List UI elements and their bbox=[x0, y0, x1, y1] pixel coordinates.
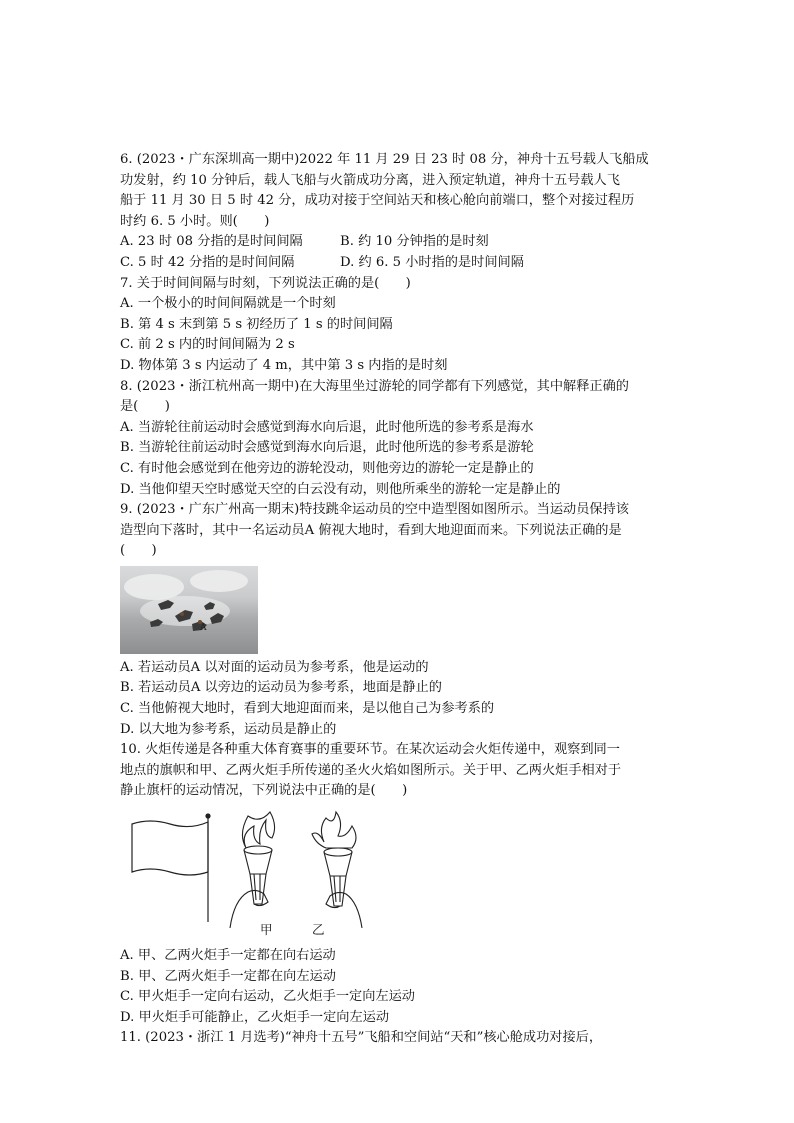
worksheet-page bbox=[120, 150, 680, 1049]
option-row bbox=[120, 232, 680, 253]
option-c: C. 有时他会感觉到在他旁边的游轮没动，则他旁边的游轮一定是静止的 bbox=[120, 460, 534, 476]
flag-and-torches-figure bbox=[130, 804, 430, 942]
option-a: A. 当游轮往前运动时会感觉到海水向后退，此时他所选的参考系是海水 bbox=[120, 419, 534, 435]
question-text-line: 7. 关于时间间隔与时刻，下列说法正确的是( ) bbox=[120, 275, 411, 291]
torch-yi-icon bbox=[312, 812, 362, 928]
question-9 bbox=[120, 500, 680, 740]
question-text-line: 6. (2023・广东深圳高一期中)2022 年 11 月 29 日 23 时 08 分，神舟十五号载人飞船成 bbox=[120, 152, 649, 167]
question-text-line: 造型向下落时，其中一名运动员A 俯视大地时，看到大地迎面而来。下列说法正确的是 bbox=[120, 522, 622, 538]
option-d: D. 物体第 3 s 内运动了 4 m，其中第 3 s 内指的是时刻 bbox=[120, 357, 448, 373]
flag-icon bbox=[132, 814, 210, 922]
option-row bbox=[120, 253, 680, 274]
option-b: B. 第 4 s 末到第 5 s 初经历了 1 s 的时间间隔 bbox=[120, 316, 393, 332]
question-text-line: 功发射，约 10 分钟后，载人飞船与火箭成功分离，进入预定轨道，神舟十五号载人飞 bbox=[120, 172, 620, 188]
question-text-line: 地点的旗帜和甲、乙两火炬手所传递的圣火火焰如图所示。关于甲、乙两火炬手相对于 bbox=[120, 762, 622, 778]
option-c: C. 前 2 s 内的时间间隔为 2 s bbox=[120, 337, 295, 353]
option-a: A. 一个极小的时间间隔就是一个时刻 bbox=[120, 296, 336, 312]
runner-a-label: A bbox=[200, 622, 207, 633]
skydivers-formation-icon bbox=[120, 566, 258, 654]
question-text-line: 8. (2023・浙江杭州高一期中)在大海里坐过游轮的同学都有下列感觉，其中解释正确的 bbox=[120, 378, 629, 394]
torch-jia-label: 甲 bbox=[260, 922, 273, 938]
question-7 bbox=[120, 274, 680, 377]
skydiver-photo bbox=[120, 566, 258, 654]
question-6 bbox=[120, 150, 680, 274]
option-c: C. 5 时 42 分指的是时间间隔 bbox=[120, 254, 295, 270]
option-b: B. 约 10 分钟指的是时刻 bbox=[340, 234, 489, 250]
option-a: A. 若运动员A 以对面的运动员为参考系，他是运动的 bbox=[120, 659, 429, 675]
question-text-line: 静止旗杆的运动情况，下列说法中正确的是( ) bbox=[120, 783, 408, 799]
skydiver-photo-figure bbox=[120, 566, 680, 654]
torch-jia-icon bbox=[230, 812, 275, 928]
option-d: D. 当他仰望天空时感觉天空的白云没有动，则他所乘坐的游轮一定是静止的 bbox=[120, 481, 561, 497]
option-a: A. 23 时 08 分指的是时间间隔 bbox=[120, 234, 303, 250]
option-d: D. 甲火炬手可能静止，乙火炬手一定向左运动 bbox=[120, 1009, 390, 1025]
question-10 bbox=[120, 740, 680, 1028]
option-b: B. 若运动员A 以旁边的运动员为参考系，地面是静止的 bbox=[120, 680, 442, 696]
torch-yi-label: 乙 bbox=[312, 922, 325, 938]
option-d: D. 以大地为参考系，运动员是静止的 bbox=[120, 721, 337, 737]
question-text-line: 船于 11 月 30 日 5 时 42 分，成功对接于空间站天和核心舱向前端口，整个对接过程历 bbox=[120, 193, 635, 209]
option-b: B. 当游轮往前运动时会感觉到海水向后退，此时他所选的参考系是游轮 bbox=[120, 440, 534, 456]
option-d: D. 约 6. 5 小时指的是时间间隔 bbox=[340, 254, 524, 270]
option-c: C. 甲火炬手一定向右运动，乙火炬手一定向左运动 bbox=[120, 989, 415, 1005]
question-11 bbox=[120, 1028, 680, 1049]
question-text-line: 是( ) bbox=[120, 399, 170, 415]
question-text-line: 11. (2023・浙江 1 月选考)“神舟十五号”飞船和空间站“天和”核心舱成功对接后， bbox=[120, 1030, 603, 1046]
question-text-line: 时约 6. 5 小时。则( ) bbox=[120, 213, 270, 229]
option-b: B. 甲、乙两火炬手一定都在向左运动 bbox=[120, 968, 336, 984]
option-c: C. 当他俯视大地时，看到大地迎面而来，是以他自己为参考系的 bbox=[120, 701, 495, 717]
question-text-line: 10. 火炬传递是各种重大体育赛事的重要环节。在某次运动会火炬传递中，观察到同一 bbox=[120, 742, 620, 758]
question-text-line: ( ) bbox=[120, 543, 157, 559]
question-8 bbox=[120, 377, 680, 501]
option-a: A. 甲、乙两火炬手一定都在向右运动 bbox=[120, 948, 336, 964]
question-text-line: 9. (2023・广东广州高一期末)特技跳伞运动员的空中造型图如图所示。当运动员保持该 bbox=[120, 502, 629, 518]
